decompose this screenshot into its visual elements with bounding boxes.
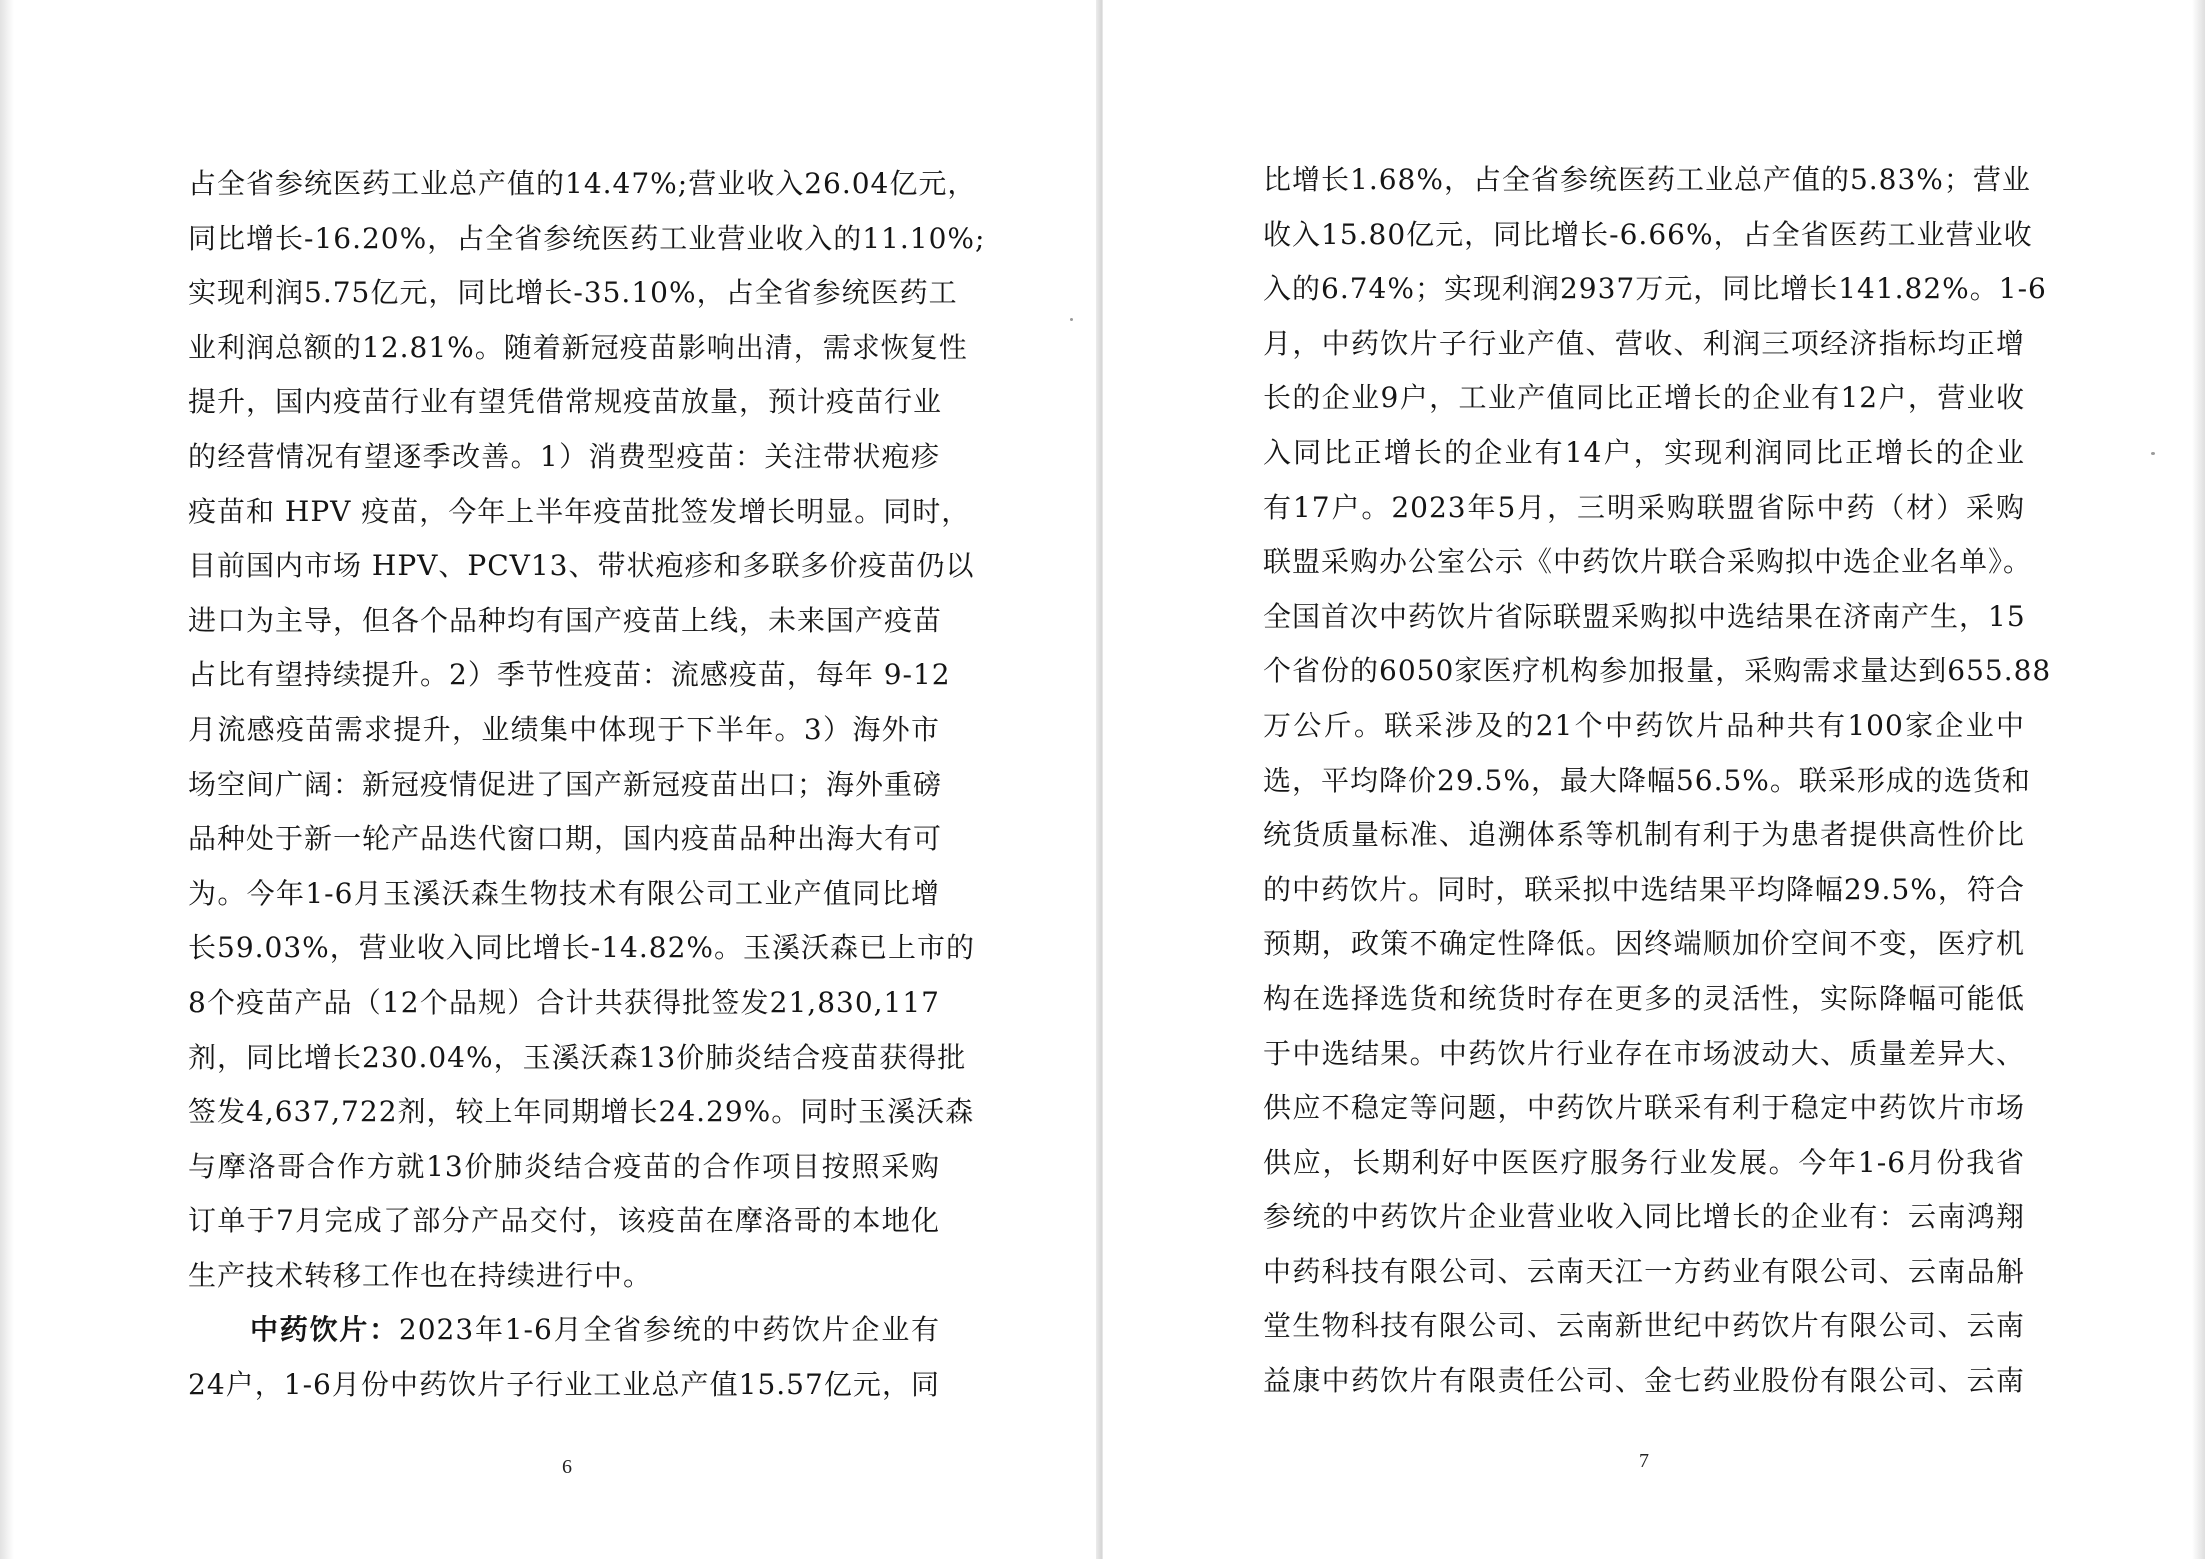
text-line: 有17户。2023年5月，三明采购联盟省际中药（材）采购 [1263,490,2025,524]
text-line: 月流感疫苗需求提升，业绩集中体现于下半年。3）海外市 [188,712,940,746]
text-line: 占全省参统医药工业总产值的14.47%;营业收入26.04亿元， [188,167,977,200]
text-line: 构在选择选货和统货时存在更多的灵活性，实际降幅可能低 [1263,981,2025,1015]
text-line: 生产技术转移工作也在持续进行中。 [188,1258,653,1292]
text-line: 的经营情况有望逐季改善。1）消费型疫苗：关注带状疱疹 [188,439,940,473]
text-line: 目前国内市场 HPV、PCV13、带状疱疹和多联多价疫苗仍以 [188,549,975,583]
right-page [1102,0,2205,1559]
text-line: 的中药饮片。同时，联采拟中选结果平均降幅29.5%，符合 [1263,872,2025,906]
left-page-number: 6 [562,1456,572,1478]
text-line: 全国首次中药饮片省际联盟采购拟中选结果在济南产生，15 [1263,599,2026,633]
text-line: 万公斤。联采涉及的21个中药饮片品种共有100家企业中 [1263,708,2025,742]
text-line: 品种处于新一轮产品迭代窗口期，国内疫苗品种出海大有可 [188,822,943,856]
text-line: 长的企业9户，工业产值同比正增长的企业有12户，营业收 [1263,381,2025,415]
text-line: 比增长1.68%，占全省参统医药工业总产值的5.83%；营业 [1263,163,2031,196]
text-line: 预期，政策不确定性降低。因终端顺加价空间不变，医疗机 [1263,927,2025,961]
text-line: 提升，国内疫苗行业有望凭借常规疫苗放量，预计疫苗行业 [188,385,943,419]
left-page-edge [0,0,14,1559]
scan-speck [2151,452,2155,455]
text-line: 参统的中药饮片企业营业收入同比增长的企业有：云南鸿翔 [1263,1200,2025,1234]
left-page-body [188,157,986,1413]
text-line: 业利润总额的12.81%。随着新冠疫苗影响出清，需求恢复性 [188,330,968,364]
text-line: 实现利润5.75亿元，同比增长-35.10%，占全省参统医药工 [188,276,958,310]
text-line: 个省份的6050家医疗机构参加报量，采购需求量达到655.88 [1263,654,2052,688]
text-line: 供应不稳定等问题，中药饮片联采有利于稳定中药饮片市场 [1263,1091,2025,1125]
text-line: 与摩洛哥合作方就13价肺炎结合疫苗的合作项目按照采购 [188,1149,940,1183]
scan-speck [1070,318,1073,321]
right-page-body [1263,153,2052,1409]
text-line: 中药科技有限公司、云南天江一方药业有限公司、云南品斛 [1263,1254,2025,1288]
text-line: 8个疫苗产品（12个品规）合计共获得批签发21,830,117 [188,985,940,1019]
text-line: 统货质量标准、追溯体系等机制有利于为患者提供高性价比 [1263,818,2025,852]
text-line: 签发4,637,722剂，较上年同期增长24.29%。同时玉溪沃森 [188,1095,975,1129]
text-line: 24户，1-6月份中药饮片子行业工业总产值15.57亿元，同 [188,1368,940,1402]
text-line: 益康中药饮片有限责任公司、金七药业股份有限公司、云南 [1263,1364,2025,1398]
paragraph-first-line [188,1303,940,1358]
text-line: 供应，长期利好中医医疗服务行业发展。今年1-6月份我省 [1263,1145,2025,1179]
text-line: 订单于7月完成了部分产品交付，该疫苗在摩洛哥的本地化 [188,1204,940,1238]
left-page [0,0,1101,1559]
text-line: 收入15.80亿元，同比增长-6.66%，占全省医药工业营业收 [1263,217,2033,251]
right-page-edge [2192,0,2205,1559]
text-line: 场空间广阔：新冠疫情促进了国产新冠疫苗出口；海外重磅 [188,767,943,801]
text-line: 长59.03%，营业收入同比增长-14.82%。玉溪沃森已上市的 [188,931,975,965]
text-line: 联盟采购办公室公示《中药饮片联合采购拟中选企业名单》。 [1263,545,2033,579]
text-line: 剂，同比增长230.04%，玉溪沃森13价肺炎结合疫苗获得批 [188,1040,967,1074]
text-line: 同比增长-16.20%，占全省参统医药工业营业收入的11.10%; [188,221,986,255]
paragraph-text: 2023年1-6月全省参统的中药饮片企业有 [398,1313,940,1347]
text-line: 堂生物科技有限公司、云南新世纪中药饮片有限公司、云南 [1263,1309,2025,1343]
text-line: 为。今年1-6月玉溪沃森生物技术有限公司工业产值同比增 [188,876,940,910]
text-line: 占比有望持续提升。2）季节性疫苗：流感疫苗，每年 9-12 [188,658,951,692]
text-line: 疫苗和 HPV 疫苗，今年上半年疫苗批签发增长明显。同时， [188,494,971,528]
text-line: 入的6.74%；实现利润2937万元，同比增长141.82%。1-6 [1263,272,2047,306]
text-line: 月，中药饮片子行业产值、营收、利润三项经济指标均正增 [1263,326,2025,360]
text-line: 入同比正增长的企业有14户，实现利润同比正增长的企业 [1263,435,2025,469]
text-line: 选，平均降价29.5%，最大降幅56.5%。联采形成的选货和 [1263,763,2031,797]
text-line: 进口为主导，但各个品种均有国产疫苗上线，未来国产疫苗 [188,603,943,637]
section-heading: 中药饮片： [250,1313,399,1347]
right-page-number: 7 [1639,1450,1649,1472]
text-line: 于中选结果。中药饮片行业存在市场波动大、质量差异大、 [1263,1036,2025,1070]
